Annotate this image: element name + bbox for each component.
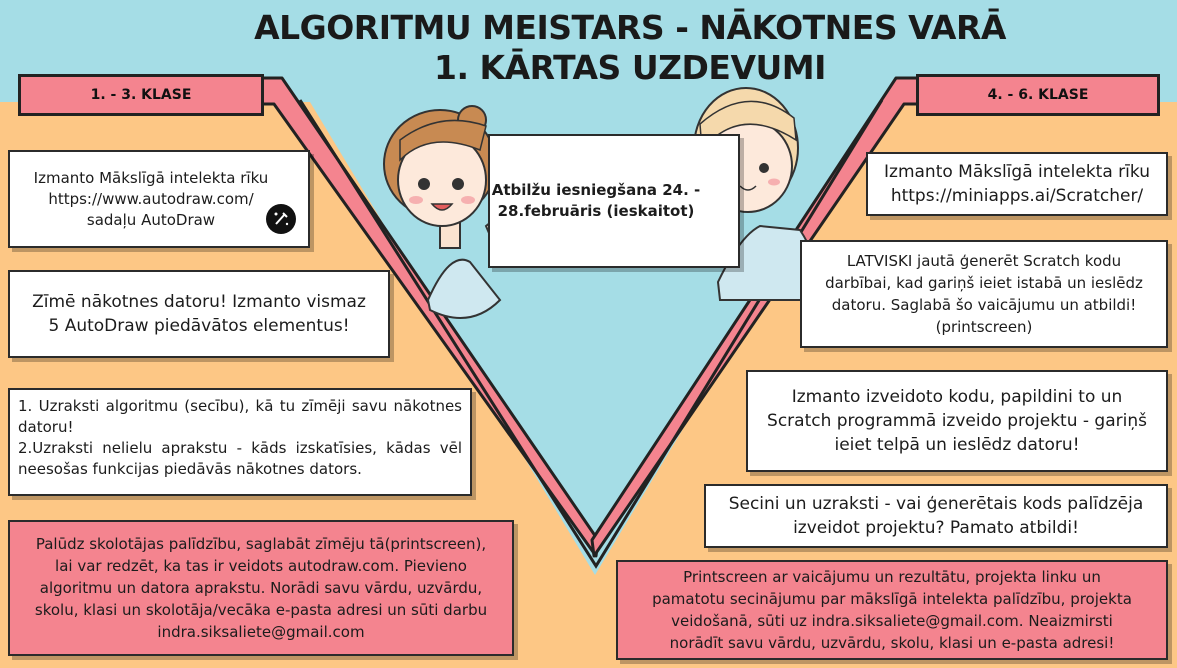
submit-text-line: algoritmu un datora aprakstu. Norādi savu vārdu, uzvārdu, <box>39 579 483 597</box>
tool-text-line: Izmanto Mākslīgā intelekta rīku <box>33 168 269 187</box>
tool-url-link[interactable]: https://miniapps.ai/Scratcher/ <box>890 186 1144 206</box>
poster-subtitle: 1. KĀRTAS UZDEVUMI <box>434 48 826 87</box>
project-task-line: ieiet telpā un ieslēdz datoru! <box>834 435 1080 455</box>
submit-text-line: lai var redzēt, ka tas ir veidots autodraw.com. Pievieno <box>55 557 467 575</box>
tool-text-line: sadaļu AutoDraw <box>86 210 216 229</box>
prompt-task-line: datoru. Saglabā šo vaicājumu un atbildi! <box>831 296 1137 314</box>
prompt-task-line: darbībai, kad gariņš ieiet istabā un ieslēdz <box>825 274 1143 292</box>
deadline-line: Atbilžu iesniegšana 24. - <box>491 181 701 199</box>
submit-text-line: Printscreen ar vaicājumu un rezultātu, projekta linku un <box>683 568 1101 586</box>
draw-task-line: Zīmē nākotnes datoru! Izmanto vismaz <box>32 292 366 312</box>
right-conclude-box <box>704 484 1168 548</box>
submit-text-line: norādīt savu vārdu, uzvārdu, skolu, klasi un e-pasta adresi! <box>669 634 1115 652</box>
left-draw-box <box>8 270 390 358</box>
autodraw-logo-icon <box>266 204 296 234</box>
right-prompt-box <box>800 240 1168 348</box>
left-tool-box <box>8 150 310 248</box>
left-submit-box <box>8 520 514 656</box>
tool-url-link[interactable]: https://www.autodraw.com/ <box>48 189 254 208</box>
algorithm-task-text: 1. Uzraksti algoritmu (secību), kā tu zīmēji savu nākotnes datoru! <box>18 397 462 436</box>
project-task-line: Izmanto izveidoto kodu, papildini to un <box>791 387 1123 407</box>
grade-label-1-3: 1. - 3. KLASE <box>18 74 264 116</box>
right-submit-box <box>616 560 1168 660</box>
conclude-task-line: izveidot projektu? Pamato atbildi! <box>793 518 1079 538</box>
conclude-task-line: Secini un uzraksti - vai ģenerētais kods palīdzēja <box>728 494 1144 514</box>
submit-email-link[interactable]: indra.siksaliete@gmail.com <box>157 623 365 641</box>
prompt-task-line: (printscreen) <box>935 318 1033 336</box>
deadline-box <box>488 134 740 268</box>
grade-label-4-6: 4. - 6. KLASE <box>916 74 1160 116</box>
submit-text-line: skolu, klasi un skolotāja/vecāka e-pasta adresi un sūti darbu <box>34 601 488 619</box>
prompt-task-line: LATVISKI jautā ģenerēt Scratch kodu <box>846 252 1122 270</box>
left-algorithm-box <box>8 388 472 496</box>
right-tool-box <box>866 152 1168 216</box>
description-task-text: 2.Uzraksti nelielu aprakstu - kāds izskatīsies, kādas vēl neesošas funkcijas piedāvās nākotnes dators. <box>18 439 462 478</box>
submit-text-line: veidošanā, sūti uz indra.siksaliete@gmail.com. Neaizmirsti <box>671 612 1113 630</box>
right-project-box <box>746 370 1168 472</box>
submit-text-line: pamatotu secinājumu par mākslīgā intelekta palīdzību, projekta <box>652 590 1132 608</box>
draw-task-line: 5 AutoDraw piedāvātos elementus! <box>48 316 350 336</box>
project-task-line: Scratch programmā izveido projektu - gariņš <box>767 411 1147 431</box>
tool-text-line: Izmanto Mākslīgā intelekta rīku <box>884 162 1150 182</box>
submit-text-line: Palūdz skolotājas palīdzību, saglabāt zīmēju tā(printscreen), <box>35 535 487 553</box>
deadline-line: 28.februāris (ieskaitot) <box>497 202 695 220</box>
poster-title: ALGORITMU MEISTARS - NĀKOTNES VARĀ <box>254 8 1006 47</box>
